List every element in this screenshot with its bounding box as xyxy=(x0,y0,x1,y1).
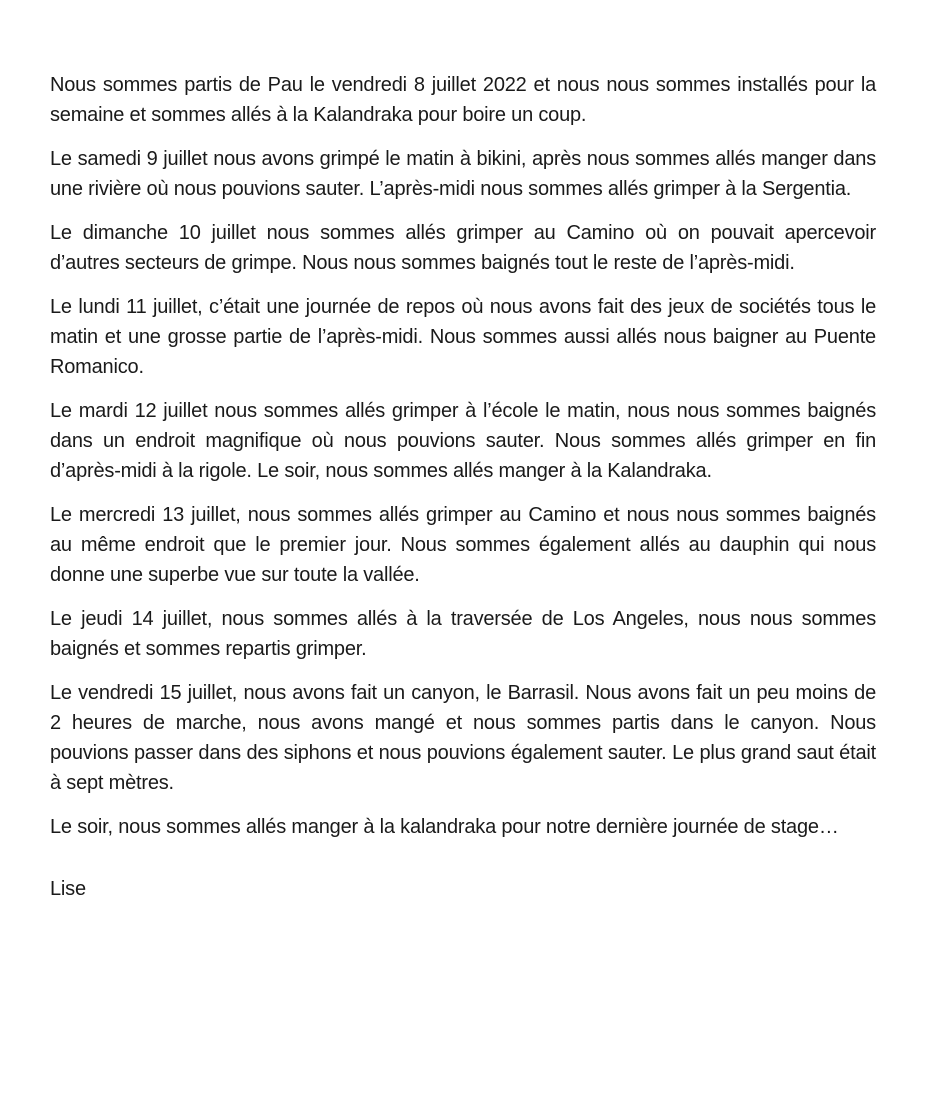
document-body xyxy=(50,70,876,842)
paragraph: Le mardi 12 juillet nous sommes allés grimper à l’école le matin, nous nous sommes baignés dans un endroit magnifique où nous pouvions sauter. Nous sommes allés grimper en fin d’après-midi à la rigole. Le soir, nous sommes allés manger à la Kalandraka. xyxy=(50,400,876,482)
paragraph: Le jeudi 14 juillet, nous sommes allés à la traversée de Los Angeles, nous nous sommes baignés et sommes repartis grimper. xyxy=(50,608,876,660)
paragraph: Le lundi 11 juillet, c’était une journée de repos où nous avons fait des jeux de sociétés tous le matin et une grosse partie de l’après-midi. Nous sommes aussi allés nous baigner au Puente Romanico. xyxy=(50,296,876,378)
paragraph: Le dimanche 10 juillet nous sommes allés grimper au Camino où on pouvait apercevoir d’autres secteurs de grimpe. Nous nous sommes baignés tout le reste de l’après-midi. xyxy=(50,222,876,274)
paragraph: Le vendredi 15 juillet, nous avons fait un canyon, le Barrasil. Nous avons fait un peu moins de 2 heures de marche, nous avons mangé et nous sommes partis dans le canyon. Nous pouvions passer dans des siphons et nous pouvions également sauter. Le plus grand saut était à sept mètres. xyxy=(50,682,876,794)
paragraph: Le samedi 9 juillet nous avons grimpé le matin à bikini, après nous sommes allés manger dans une rivière où nous pouvions sauter. L’après-midi nous sommes allés grimper à la Sergentia. xyxy=(50,148,876,200)
paragraph: Nous sommes partis de Pau le vendredi 8 juillet 2022 et nous nous sommes installés pour la semaine et sommes allés à la Kalandraka pour boire un coup. xyxy=(50,74,876,126)
author-signature: Lise xyxy=(50,878,86,900)
paragraph: Le mercredi 13 juillet, nous sommes allés grimper au Camino et nous nous sommes baignés au même endroit que le premier jour. Nous sommes également allés au dauphin qui nous donne une superbe vue sur toute la vallée. xyxy=(50,504,876,586)
paragraph: Le soir, nous sommes allés manger à la kalandraka pour notre dernière journée de stage… xyxy=(50,816,839,838)
